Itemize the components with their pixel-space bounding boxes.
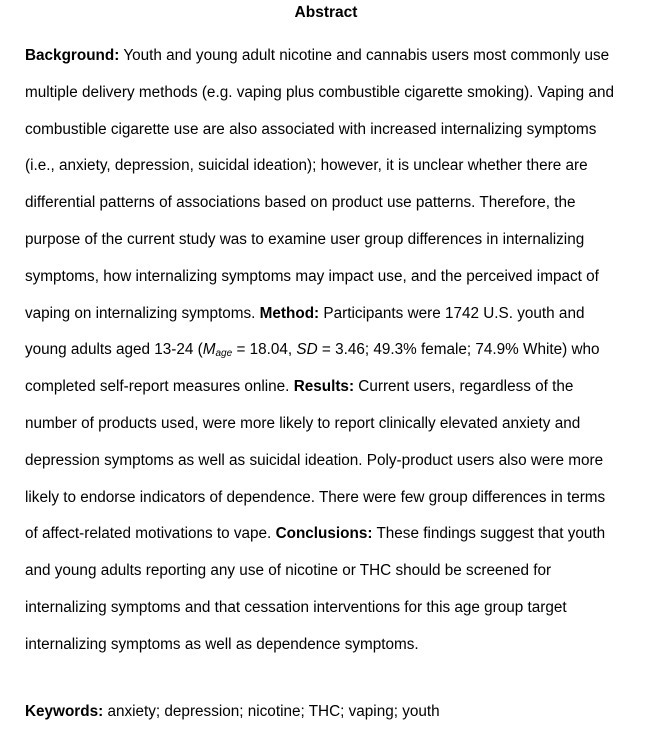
abstract-text: young adults aged 13-24 (: [25, 341, 203, 359]
abstract-line: multiple delivery methods (e.g. vaping plus combustible cigarette smoking). Vaping and: [25, 83, 614, 101]
age-subscript: age: [215, 348, 233, 360]
abstract-line: number of products used, were more likely to report clinically elevated anxiety and: [25, 414, 581, 432]
background-label: Background:: [25, 47, 120, 64]
abstract-line: purpose of the current study was to examine user group differences in internalizing: [25, 230, 585, 248]
keywords-text: anxiety; depression; nicotine; THC; vaping; youth: [107, 703, 440, 720]
abstract-heading: Abstract: [294, 4, 358, 21]
results-label: Results:: [293, 378, 355, 396]
abstract-line: differential patterns of associations based on product use patterns. Therefore, the: [25, 194, 576, 212]
keywords-line: [25, 702, 440, 722]
abstract-line: [25, 38, 647, 75]
abstract-text: Youth and young adult nicotine and cannabis users most commonly use: [123, 47, 610, 64]
abstract-line: depression symptoms as well as suicidal ideation. Poly-product users also were more: [25, 451, 604, 469]
abstract-line: and young adults reporting any use of nicotine or THC should be screened for: [25, 562, 552, 580]
abstract-line: likely to endorse indicators of dependence. There were few group differences in terms: [25, 488, 606, 506]
method-label: Method:: [259, 304, 320, 322]
abstract-text: Participants were 1742 U.S. youth and: [323, 304, 585, 322]
abstract-text: completed self-report measures online.: [25, 378, 290, 396]
abstract-line: [25, 369, 647, 406]
abstract-line: [25, 296, 647, 333]
abstract-text: These findings suggest that youth: [376, 525, 606, 543]
conclusions-label: Conclusions:: [275, 525, 373, 543]
abstract-line: symptoms, how internalizing symptoms may impact use, and the perceived impact of: [25, 267, 599, 285]
sd-symbol: SD: [296, 341, 318, 359]
abstract-text: of affect-related motivations to vape.: [25, 525, 272, 543]
abstract-text: = 3.46; 49.3% female; 74.9% White) who: [321, 341, 600, 359]
abstract-text: vaping on internalizing symptoms.: [25, 304, 256, 322]
abstract-line: internalizing symptoms as well as dependence symptoms.: [25, 635, 419, 653]
abstract-line: combustible cigarette use are also associated with increased internalizing symptoms: [25, 120, 597, 138]
abstract-text: = 18.04,: [236, 341, 293, 359]
abstract-line: (i.e., anxiety, depression, suicidal ideation); however, it is unclear whether there are: [25, 157, 588, 175]
abstract-line: internalizing symptoms and that cessation interventions for this age group target: [25, 598, 567, 616]
abstract-body: [25, 38, 647, 664]
abstract-line: [25, 332, 647, 369]
mean-symbol: M: [202, 341, 216, 359]
abstract-text: Current users, regardless of the: [358, 378, 574, 396]
keywords-label: Keywords:: [25, 703, 104, 720]
abstract-line: [25, 516, 647, 553]
